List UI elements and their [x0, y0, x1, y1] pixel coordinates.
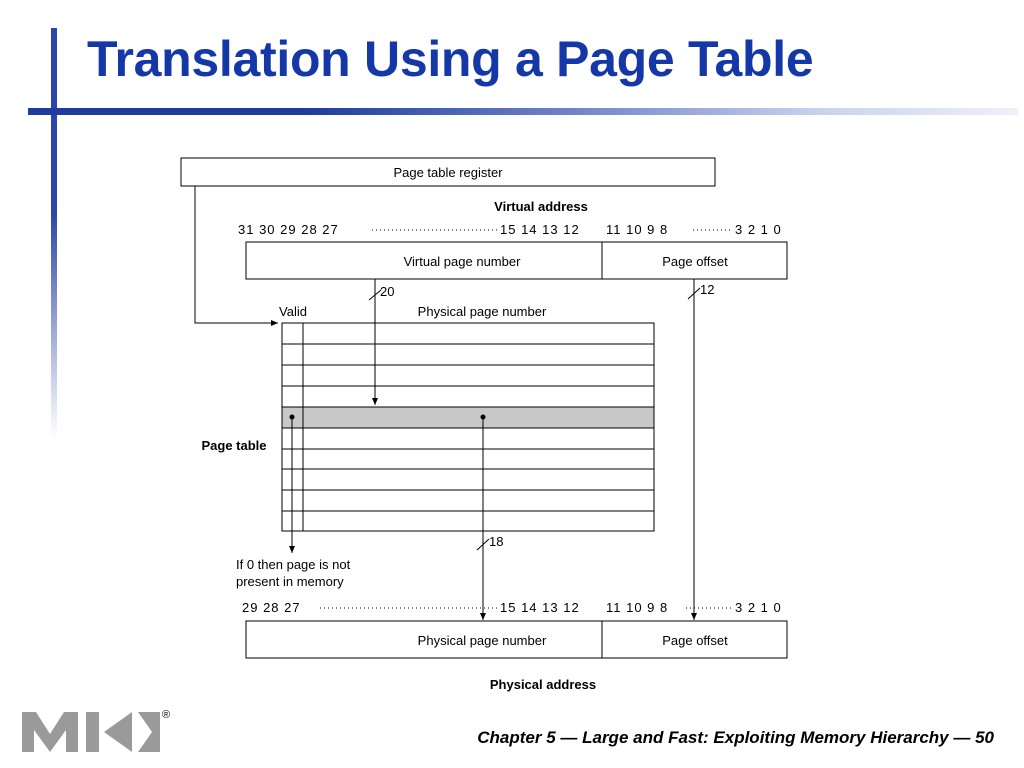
not-present-note-line1: If 0 then page is not [236, 557, 351, 572]
physical-bit-numbers-right1: 11 10 9 8 [606, 600, 669, 615]
logo-registered-mark: ® [162, 709, 171, 721]
virtual-bit-numbers-left: 31 30 29 28 27 [238, 222, 339, 237]
not-present-note-line2: present in memory [236, 574, 344, 589]
physical-address-box [246, 621, 787, 658]
virtual-address-box [246, 242, 787, 279]
page-table-label: Page table [201, 438, 267, 453]
slide-title: Translation Using a Page Table [87, 31, 814, 87]
physical-page-number-field: Physical page number [417, 633, 547, 648]
virtual-page-offset-field: Page offset [662, 254, 728, 269]
physical-bit-numbers-right2: 3 2 1 0 [735, 600, 782, 615]
svg-text:Page table register: Page table register [393, 165, 503, 180]
virtual-address-label: Virtual address [494, 199, 588, 214]
virtual-bit-numbers-mid: 15 14 13 12 [500, 222, 580, 237]
valid-column-header: Valid [279, 304, 307, 319]
virtual-bit-numbers-right2: 3 2 1 0 [735, 222, 782, 237]
physical-address-label: Physical address [489, 677, 597, 692]
virtual-page-number-field: Virtual page number [403, 254, 521, 269]
offset-width-label: 12 [700, 282, 715, 297]
ppn-width-label: 18 [489, 534, 504, 549]
virtual-bit-numbers-right1: 11 10 9 8 [606, 222, 669, 237]
vpn-width-label: 20 [380, 284, 395, 299]
physical-bit-numbers-mid: 15 14 13 12 [500, 600, 580, 615]
physical-bit-numbers-left: 29 28 27 [242, 600, 301, 615]
selected-entry-highlight [282, 407, 654, 428]
page-table-register [181, 158, 715, 186]
mk-logo [20, 704, 180, 760]
ppn-column-header: Physical page number [417, 304, 547, 319]
slide-footer: Chapter 5 — Large and Fast: Exploiting Memory Hierarchy — 50 [477, 728, 994, 747]
physical-page-offset-field: Page offset [662, 633, 728, 648]
page-table-row-dividers [282, 344, 654, 511]
page-table [282, 323, 654, 531]
